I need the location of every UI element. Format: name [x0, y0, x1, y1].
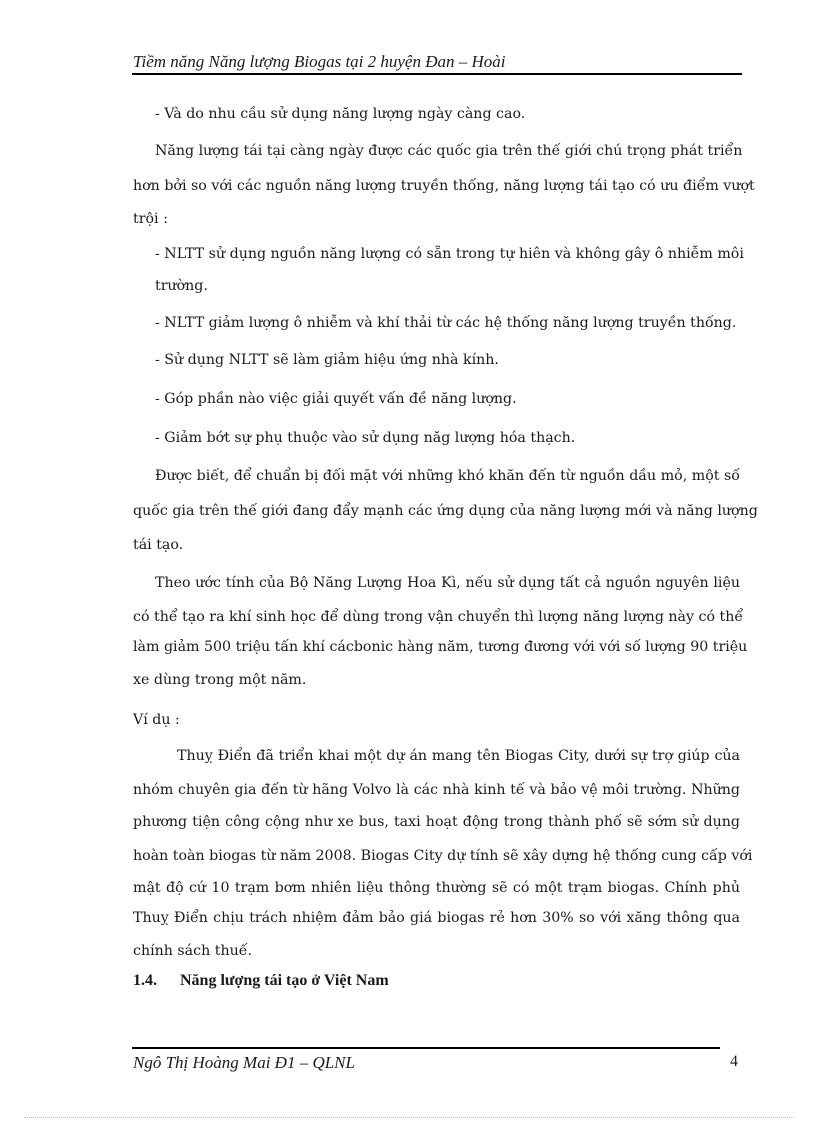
example-line: hoàn toàn biogas từ năm 2008. Biogas City dự tính sẽ xây dựng hệ thống cung cấp với: [133, 848, 753, 864]
footer-rule: [132, 1047, 720, 1049]
list-item: - Sử dụng NLTT sẽ làm giảm hiệu ứng nhà kính.: [155, 352, 499, 368]
example-label: Ví dụ :: [133, 712, 180, 728]
list-item: - Và do nhu cầu sử dụng năng lượng ngày càng cao.: [155, 106, 526, 122]
example-line: chính sách thuế.: [133, 943, 252, 959]
paragraph-1-line: hơn bởi so với các nguồn năng lượng truyền thống, năng lượng tái tạo có ưu điểm vượt: [133, 178, 755, 194]
paragraph-1-line: trội :: [133, 211, 168, 227]
example-line: phương tiện công cộng như xe bus, taxi hoạt động trong thành phố sẽ sớm sử dụng: [133, 814, 740, 830]
page-edge: [24, 1117, 794, 1118]
list-item: - Giảm bớt sự phụ thuộc vào sử dụng năg lượng hóa thạch.: [155, 430, 576, 446]
list-item: - NLTT giảm lượng ô nhiễm và khí thải từ các hệ thống năng lượng truyền thống.: [155, 315, 737, 331]
paragraph-1-line: Năng lượng tái tại càng ngày được các quốc gia trên thế giới chú trọng phát triển: [155, 143, 743, 159]
paragraph-2-line: quốc gia trên thế giới đang đẩy mạnh các ứng dụng của năng lượng mới và năng lượng: [133, 503, 758, 519]
section-title: Năng lượng tái tạo ở Việt Nam: [180, 972, 389, 989]
header-rule: [132, 73, 742, 75]
example-line: Thuỵ Điển đã triển khai một dự án mang tên Biogas City, dưới sự trợ giúp của: [177, 748, 740, 764]
paragraph-2-line: Được biết, để chuẩn bị đối mặt với những khó khăn đến từ nguồn dầu mỏ, một số: [155, 468, 740, 484]
list-item: - NLTT sử dụng nguồn năng lượng có sẵn trong tự hiên và không gây ô nhiễm môi: [155, 246, 744, 262]
example-line: Thuỵ Điển chịu trách nhiệm đảm bảo giá biogas rẻ hơn 30% so với xăng thông qua: [133, 910, 740, 926]
list-item: - Góp phần nào việc giải quyết vấn đề năng lượng.: [155, 391, 517, 407]
paragraph-3-line: có thể tạo ra khí sinh học để dùng trong vận chuyển thì lượng năng lượng này có thể: [133, 609, 744, 625]
paragraph-3-line: làm giảm 500 triệu tấn khí cácbonic hàng năm, tương đương với với số lượng 90 triệu: [133, 639, 748, 655]
paragraph-3-line: xe dùng trong một năm.: [133, 672, 307, 688]
footer-author: Ngô Thị Hoàng Mai Đ1 – QLNL: [133, 1053, 355, 1072]
list-item-continuation: trường.: [155, 278, 208, 294]
example-line: mật độ cứ 10 trạm bơm nhiên liệu thông thường sẽ có một trạm biogas. Chính phủ: [133, 880, 740, 896]
header-title: Tiềm năng Năng lượng Biogas tại 2 huyện Đan – Hoài: [133, 52, 506, 71]
section-number: 1.4.: [133, 972, 157, 989]
paragraph-2-line: tái tạo.: [133, 537, 184, 553]
paragraph-3-line: Theo ước tính của Bộ Năng Lượng Hoa Kì, nếu sử dụng tất cả nguồn nguyên liệu: [155, 575, 740, 591]
page-number: 4: [730, 1053, 738, 1070]
example-line: nhóm chuyên gia đến từ hãng Volvo là các nhà kinh tế và bảo vệ môi trường. Những: [133, 782, 740, 798]
